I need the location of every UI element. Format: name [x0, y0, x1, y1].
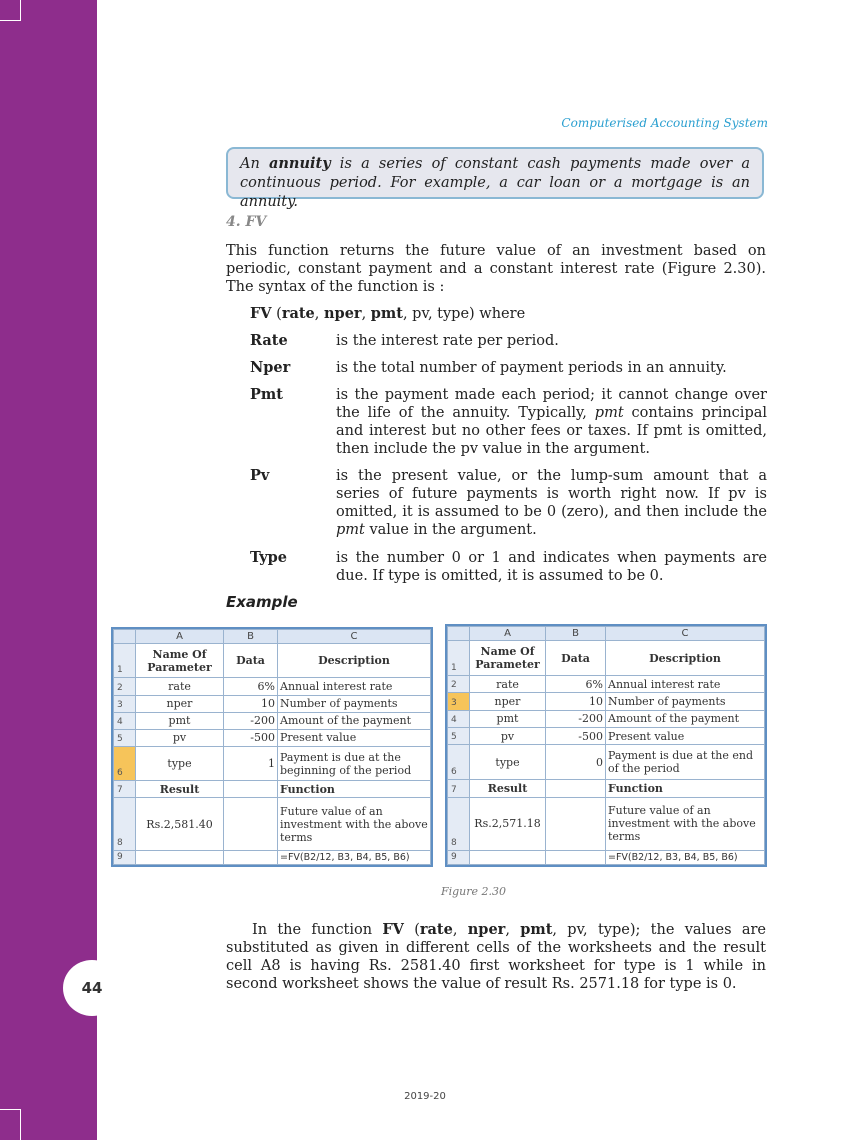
param-def-pmt	[336, 386, 767, 458]
param-desc: Number of payments	[278, 695, 431, 712]
param-data: -500	[546, 728, 606, 745]
param-data: 10	[546, 693, 606, 710]
param-name: pv	[470, 728, 546, 745]
col-header-c: C	[606, 627, 765, 641]
param-desc: Payment is due at the beginning of the period	[278, 746, 431, 780]
worksheet-type-1	[111, 627, 433, 867]
example-heading: Example	[226, 593, 298, 611]
param-name: type	[470, 745, 546, 780]
row-number: 1	[448, 641, 470, 676]
row-number: 1	[114, 644, 136, 678]
running-head: Computerised Accounting System	[561, 116, 768, 130]
row-number: 4	[114, 712, 136, 729]
param-name: pv	[136, 729, 224, 746]
param-desc: Amount of the payment	[606, 710, 765, 727]
header-description: Description	[606, 641, 765, 676]
note-text-post: is a series of constant cash payments made over a continuous period. For example, a car loan or a mortgage is an annuity.	[240, 156, 750, 210]
formula-cell: =FV(B2/12, B3, B4, B5, B6)	[606, 850, 765, 864]
param-data: 1	[224, 746, 278, 780]
row-number: 3	[114, 695, 136, 712]
syntax-open: (	[271, 306, 282, 322]
col-header-a: A	[470, 627, 546, 641]
figure-caption: Figure 2.30	[440, 885, 507, 898]
function-label: Function	[278, 781, 431, 798]
closing-paragraph	[226, 921, 766, 993]
header-name: Name Of Parameter	[470, 641, 546, 676]
def-em: pmt	[336, 522, 365, 538]
row-number: 5	[114, 729, 136, 746]
param-data: 6%	[224, 678, 278, 695]
page-number-badge	[63, 960, 121, 1016]
result-value: Rs.2,581.40	[136, 798, 224, 850]
closing-arg-pmt: pmt	[520, 921, 553, 938]
footer-year: 2019-20	[404, 1091, 446, 1102]
annuity-note-box	[226, 147, 764, 210]
empty-cell	[136, 850, 224, 864]
result-label: Result	[470, 780, 546, 797]
row-number: 2	[114, 678, 136, 695]
syntax-arg-nper: nper	[324, 305, 362, 322]
param-desc: Number of payments	[606, 693, 765, 710]
row-number-selected: 3	[448, 693, 470, 710]
param-desc: Annual interest rate	[278, 678, 431, 695]
def-text: value in the argument.	[364, 522, 537, 538]
closing-sep: ,	[505, 922, 521, 938]
syntax-line	[250, 305, 525, 322]
closing-arg-nper: nper	[467, 921, 506, 938]
empty-cell	[224, 781, 278, 798]
row-number: 4	[448, 710, 470, 727]
corner-cell	[114, 630, 136, 644]
section-title: 4. FV	[226, 214, 267, 230]
empty-cell	[546, 780, 606, 797]
page-number: 44	[81, 979, 103, 997]
note-term: annuity	[268, 155, 331, 172]
row-number: 9	[114, 850, 136, 864]
param-data: -200	[546, 710, 606, 727]
col-header-c: C	[278, 630, 431, 644]
empty-cell	[470, 850, 546, 864]
empty-cell	[546, 850, 606, 864]
col-header-b: B	[224, 630, 278, 644]
param-name: pmt	[136, 712, 224, 729]
result-value: Rs.2,571.18	[470, 797, 546, 850]
header-data: Data	[224, 644, 278, 678]
col-header-a: A	[136, 630, 224, 644]
closing-fn: FV	[382, 921, 404, 938]
row-number: 5	[448, 728, 470, 745]
empty-cell	[224, 798, 278, 850]
param-data: 0	[546, 745, 606, 780]
param-def-rate: is the interest rate per period.	[336, 333, 559, 349]
formula-cell: =FV(B2/12, B3, B4, B5, B6)	[278, 850, 431, 864]
def-text: is the present value, or the lump-sum amount that a series of future payments is worth right now. If pv is omitted, it is assumed to be 0 (zero), and then include the	[336, 468, 767, 520]
param-data: 6%	[546, 676, 606, 693]
intro-paragraph: This function returns the future value of an investment based on periodic, constant payment and a constant interest rate (Figure 2.30). The syntax of the function is :	[226, 243, 766, 295]
row-number-selected: 6	[114, 746, 136, 780]
def-text: contains principal and interest but no other fees or taxes. If pmt is omitted, then include the pv value in the argument.	[336, 405, 768, 457]
header-description: Description	[278, 644, 431, 678]
function-description: Future value of an investment with the above terms	[606, 797, 765, 850]
param-def-type: is the number 0 or 1 and indicates when payments are due. If type is omitted, it is assumed to be 0.	[336, 550, 767, 584]
param-def-nper: is the total number of payment periods in an annuity.	[336, 360, 727, 376]
row-number: 7	[114, 781, 136, 798]
function-description: Future value of an investment with the above terms	[278, 798, 431, 850]
param-term-pmt: Pmt	[250, 386, 283, 403]
param-desc: Payment is due at the end of the period	[606, 745, 765, 780]
empty-cell	[224, 850, 278, 864]
param-data: 10	[224, 695, 278, 712]
param-desc: Present value	[278, 729, 431, 746]
row-number: 2	[448, 676, 470, 693]
row-number: 8	[114, 798, 136, 850]
closing-sep: ,	[452, 922, 468, 938]
col-header-b: B	[546, 627, 606, 641]
param-name: type	[136, 746, 224, 780]
param-term-nper: Nper	[250, 359, 291, 376]
row-number: 6	[448, 745, 470, 780]
param-name: rate	[136, 678, 224, 695]
closing-text: In the function	[252, 922, 383, 938]
row-number: 7	[448, 780, 470, 797]
row-number: 9	[448, 850, 470, 864]
syntax-arg-rate: rate	[281, 305, 315, 322]
param-name: nper	[136, 695, 224, 712]
worksheet-type-0	[445, 624, 767, 867]
param-desc: Annual interest rate	[606, 676, 765, 693]
corner-cell	[448, 627, 470, 641]
syntax-sep: ,	[361, 306, 371, 322]
param-name: rate	[470, 676, 546, 693]
param-term-type: Type	[250, 549, 287, 566]
function-label: Function	[606, 780, 765, 797]
param-desc: Present value	[606, 728, 765, 745]
syntax-fn: FV	[250, 305, 272, 322]
closing-arg-rate: rate	[419, 921, 453, 938]
param-name: pmt	[470, 710, 546, 727]
param-def-pv	[336, 467, 767, 539]
syntax-rest: , pv, type) where	[402, 306, 526, 322]
syntax-arg-pmt: pmt	[370, 305, 403, 322]
syntax-sep: ,	[314, 306, 325, 322]
def-em: pmt	[594, 405, 624, 421]
param-name: nper	[470, 693, 546, 710]
param-desc: Amount of the payment	[278, 712, 431, 729]
header-name: Name Of Parameter	[136, 644, 224, 678]
crop-mark-bottom	[0, 1109, 21, 1140]
crop-mark-top	[0, 0, 21, 21]
row-number: 8	[448, 797, 470, 850]
closing-text: (	[403, 922, 420, 938]
note-text-pre: An	[240, 156, 269, 172]
closing-text: , pv, type); the values are substituted as given in different cells of the worksheets and the result cell A8 is having Rs. 2581.40 first worksheet for type is 1 while in second worksheet shows the value of result Rs. 2571.18 for type is 0.	[226, 922, 766, 992]
param-data: -500	[224, 729, 278, 746]
result-label: Result	[136, 781, 224, 798]
param-term-rate: Rate	[250, 332, 288, 349]
param-term-pv: Pv	[250, 467, 270, 484]
def-text: is the payment made each period; it cannot change over the life of the annuity. Typically,	[336, 387, 767, 421]
header-data: Data	[546, 641, 606, 676]
empty-cell	[546, 797, 606, 850]
param-data: -200	[224, 712, 278, 729]
